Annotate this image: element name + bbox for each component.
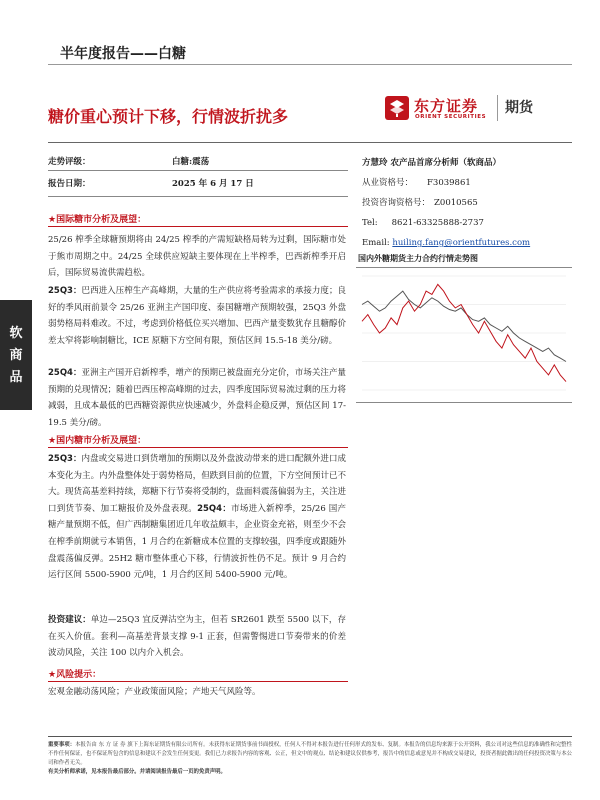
- meta-divider: [48, 170, 348, 171]
- invest-text: 单边—25Q3 宜反弹沽空为主，但若 SR2601 跌至 5500 以下，存在买入价值。套利—高基差背景支撑 9-1 正套，但需警惕进口节奏带来的价差波动风险，关注 100 以内介入机会。: [48, 615, 346, 659]
- footer-text: 本报告由 东 方 证 券 旗下上海东证期货有限公司所有。未获得东证期货事前书面授权，任何人不得对本报告进行任何形式的发布、复制。本报告的信息均来源于公开资料，我公司对这些信息的准确性和完整性不作任何保证，也不保证所包含的信息和建议不会发生任何变更。我们已力求报告内容的客观、公正，但文中的观点、结论和建议仅供参考，报告中的信息或意见并不构成交易建议，投资者据此做出的任何投资决策与本公司和作者无关。: [48, 742, 572, 766]
- meta-divider: [48, 196, 348, 197]
- email-row: [362, 233, 572, 253]
- top-divider: [48, 64, 572, 65]
- email-link[interactable]: huiling.fang@orientfutures.com: [392, 238, 531, 248]
- intl-q4-lead: 25Q4：: [48, 368, 82, 378]
- author-name: 方慧玲 农产品首席分析师（软商品）: [362, 158, 501, 168]
- license-label: 从业资格号：: [362, 178, 414, 188]
- domestic-section-heading: ★国内糖市分析及展望：: [48, 436, 147, 446]
- chart-series-line-1: [362, 291, 566, 361]
- dom-q4-lead: 25Q4：: [197, 503, 232, 514]
- intl-q3-text: 巴西进入压榨生产高峰期，大量的生产供应将考验需求的承接力度；良好的季风雨前景令 25/26 亚洲主产国印度、泰国糖增产预期较强，25Q3 外盘弱势格局料难改。不过，考虑到价格低位买兴增加、巴西产量变数犹存且糖醇价差太窄将影响制糖比，ICE 原糖下方空间有限，预估区间 15.5-18 美分/磅。: [48, 286, 346, 346]
- date-label: 报告日期：: [48, 179, 91, 189]
- investment-advice: [48, 612, 346, 662]
- license-row: [362, 173, 572, 193]
- author-info: [362, 153, 572, 253]
- report-type-title: 半年度报告——白糖: [60, 46, 186, 62]
- footer-lead: 重要事项：: [48, 742, 76, 748]
- section-divider: [48, 447, 348, 448]
- disclaimer-footer: [48, 741, 572, 777]
- email-label: Email:: [362, 238, 390, 248]
- side-tab-char-1: 软: [9, 326, 23, 341]
- logo-separator: [497, 95, 498, 121]
- price-trend-chart: [356, 270, 572, 400]
- tel-row: [362, 213, 572, 233]
- footer-divider: [48, 736, 572, 737]
- orient-logo-icon: [384, 95, 410, 121]
- rating-value: 白糖:震荡: [172, 157, 210, 167]
- section-divider: [48, 226, 348, 227]
- company-logo: [384, 93, 564, 129]
- logo-name-en: ORIENT SECURITIES: [415, 114, 487, 120]
- report-headline: 糖价重心预计下移，行情波折扰多: [48, 107, 289, 126]
- chart-divider: [356, 402, 572, 403]
- logo-division: 期货: [505, 100, 533, 116]
- header-divider: [48, 142, 572, 143]
- invest-lead: 投资建议：: [48, 615, 91, 625]
- tel-label: Tel:: [362, 218, 378, 228]
- footer-tail: 有关分析师承诺，见本报告最后部分。并请阅读报告最后一页的免责声明。: [48, 769, 226, 775]
- section-divider: [48, 681, 348, 682]
- intl-paragraph-3: [48, 365, 346, 431]
- rating-label: 走势评级：: [48, 157, 91, 167]
- intl-paragraph-2: [48, 283, 346, 349]
- tel-number: 8621-63325888-2737: [391, 218, 484, 228]
- dom-q4-text: 市场进入新榨季，25/26 国产糖产量预期不低，但广西制糖集团近几年收益颇丰，企业资金充裕，则至少不会在榨季前期就亏本销售，1 月合约在新糖成本位置的支撑较强，四季度或跟随外盘震荡偏反弹。25H2 糖市整体重心下移，行情波折性仍不足。预计 9 月合约运行区间 5500-5900 元/吨，1 月合约区间 5400-5900 元/吨。: [48, 503, 346, 581]
- consult-row: [362, 193, 572, 213]
- risk-heading: ★风险提示：: [48, 670, 102, 680]
- category-side-tab: [0, 300, 32, 410]
- intl-q3-lead: 25Q3：: [48, 286, 82, 296]
- consult-label: 投资咨询资格号：: [362, 198, 431, 208]
- side-tab-char-3: 品: [9, 370, 23, 385]
- risk-text: 宏观金融动荡风险；产业政策面风险；产地天气风险等。: [48, 687, 261, 697]
- chart-divider: [356, 267, 572, 268]
- side-tab-char-2: 商: [9, 348, 23, 363]
- domestic-paragraph: [48, 451, 346, 584]
- dom-q3-lead: 25Q3：: [48, 454, 82, 464]
- consult-number: Z0010565: [434, 198, 478, 208]
- license-number: F3039861: [427, 178, 471, 188]
- intl-q4-text: 亚洲主产国开启新榨季，增产的预期已被盘面充分定价，市场关注产量预期的兑现情况；随着巴西压榨高峰期的过去，四季度国际贸易流过剩的压力将减弱，且成本最低的巴西糖资源供应快速减少，外盘料企稳反弹，预估区间 17-19.5 美分/磅。: [48, 368, 346, 428]
- intl-paragraph-1: 25/26 榨季全球糖预期将由 24/25 榨季的产需短缺格局转为过剩，国际糖市处于熊市周期之中。24/25 全球供应短缺主要体现在上半榨季，巴西新榨季开启后，国际贸易流供需趋松。: [48, 235, 346, 279]
- date-value: 2025 年 6 月 17 日: [172, 179, 254, 189]
- logo-name-cn: 东方证券: [414, 97, 479, 115]
- intl-section-heading: ★国际糖市分析及展望：: [48, 215, 147, 225]
- dom-q3-text: 内盘或交易进口到货增加的预期以及外盘波动带来的进口配额外进口成本变化为主。内外盘整体处于弱势格局，但跌到目前的位置，下方空间预计已不大。现货高基差料持续，郑糖下行节奏将受制约，盘面料震荡偏弱为主，关注进口到货节奏、加工糖报价及外盘表现。: [48, 454, 346, 514]
- chart-title: 国内外糖期货主力合约行情走势图: [358, 253, 478, 263]
